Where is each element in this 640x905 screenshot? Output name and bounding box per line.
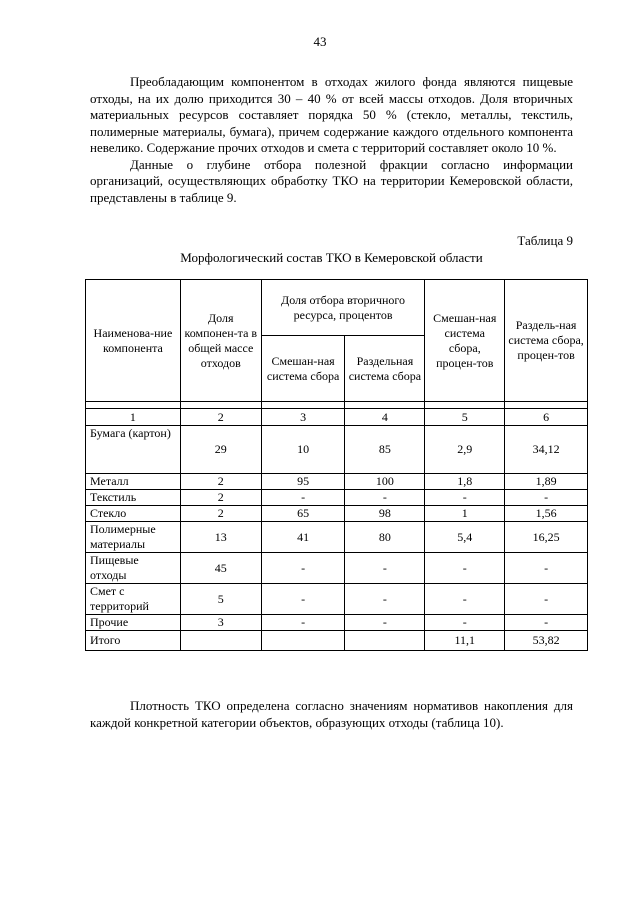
cell: 5,4: [425, 522, 505, 553]
column-number: 5: [425, 409, 505, 426]
row-name: Металл: [86, 474, 181, 490]
closing-text: [90, 698, 573, 731]
column-number: 2: [180, 409, 261, 426]
header-separate: Раздельная система сбора: [345, 336, 425, 402]
column-number: 3: [261, 409, 345, 426]
cell: 41: [261, 522, 345, 553]
cell: -: [425, 490, 505, 506]
cell: 13: [180, 522, 261, 553]
header-row: [86, 280, 588, 336]
cell: 1,8: [425, 474, 505, 490]
cell: 1,89: [505, 474, 588, 490]
column-number-row: [86, 409, 588, 426]
cell: 1: [425, 506, 505, 522]
cell: 2: [180, 506, 261, 522]
cell: -: [345, 490, 425, 506]
row-name: Итого: [86, 631, 181, 651]
cell: -: [261, 584, 345, 615]
row-name: Полимерные материалы: [86, 522, 181, 553]
cell: 5: [180, 584, 261, 615]
cell: -: [505, 553, 588, 584]
column-number: 4: [345, 409, 425, 426]
cell: 11,1: [425, 631, 505, 651]
row-name: Смет с территорий: [86, 584, 181, 615]
morphology-table: [85, 279, 588, 651]
header-separate-pct: Раздель-ная система сбора, процен-тов: [505, 280, 588, 402]
cell: -: [505, 584, 588, 615]
table-row: [86, 584, 588, 615]
row-name: Бумага (картон): [86, 426, 181, 474]
cell: [180, 631, 261, 651]
cell: -: [345, 553, 425, 584]
cell: 1,56: [505, 506, 588, 522]
header-mixed: Смешан-ная система сбора: [261, 336, 345, 402]
paragraph-density: Плотность ТКО определена согласно значениям нормативов накопления для каждой конкретной категории объектов, образующих отходы (таблица 10).: [90, 698, 573, 730]
cell: -: [345, 615, 425, 631]
header-mixed-pct: Смешан-ная система сбора, процен-тов: [425, 280, 505, 402]
table-row: [86, 506, 588, 522]
cell: 100: [345, 474, 425, 490]
table-title: Морфологический состав ТКО в Кемеровской области: [180, 250, 483, 265]
cell: -: [345, 584, 425, 615]
cell: 2: [180, 490, 261, 506]
cell: 3: [180, 615, 261, 631]
table-row: [86, 474, 588, 490]
cell: -: [505, 615, 588, 631]
cell: 34,12: [505, 426, 588, 474]
cell: -: [261, 553, 345, 584]
table-row: [86, 522, 588, 553]
cell: -: [505, 490, 588, 506]
header-name: Наименова-ние компонента: [86, 280, 181, 402]
cell: 95: [261, 474, 345, 490]
row-name: Прочие: [86, 615, 181, 631]
table-row: [86, 426, 588, 474]
page-number: 43: [313, 34, 327, 49]
cell: [261, 631, 345, 651]
cell: -: [425, 615, 505, 631]
header-gap-row: [86, 402, 588, 409]
table-row: [86, 615, 588, 631]
table-caption: Таблица 9: [517, 233, 573, 248]
total-row: [86, 631, 588, 651]
cell: 2: [180, 474, 261, 490]
cell: 98: [345, 506, 425, 522]
header-recovery-group: Доля отбора вторичного ресурса, процентов: [261, 280, 425, 336]
table-row: [86, 490, 588, 506]
cell: 29: [180, 426, 261, 474]
paragraph-waste-composition: Преобладающим компонентом в отходах жилого фонда являются пищевые отходы, на их долю приходится 30 – 40 % от всей массы отходов. Доля вторичных материальных ресурсов составляет порядка 50 % (стекло, металлы, текстиль, полимерные материалы, бумага), причем содержание каждого отдельного компонента невелико. Содержание прочих отходов и смета с территорий составляет около 10 %.: [90, 74, 573, 155]
cell: 80: [345, 522, 425, 553]
cell: -: [425, 584, 505, 615]
column-number: 1: [86, 409, 181, 426]
column-number: 6: [505, 409, 588, 426]
cell: 16,25: [505, 522, 588, 553]
cell: -: [261, 615, 345, 631]
paragraph-table-reference: Данные о глубине отбора полезной фракции согласно информации организаций, осуществляющих обработку ТКО на территории Кемеровской области, представлены в таблице 9.: [90, 156, 573, 205]
table-row: [86, 553, 588, 584]
row-name: Текстиль: [86, 490, 181, 506]
cell: 85: [345, 426, 425, 474]
cell: 10: [261, 426, 345, 474]
cell: 65: [261, 506, 345, 522]
cell: 45: [180, 553, 261, 584]
cell: 2,9: [425, 426, 505, 474]
cell: -: [425, 553, 505, 584]
row-name: Пищевые отходы: [86, 553, 181, 584]
cell: -: [261, 490, 345, 506]
intro-text: [90, 74, 573, 206]
cell: 53,82: [505, 631, 588, 651]
cell: [345, 631, 425, 651]
row-name: Стекло: [86, 506, 181, 522]
header-share: Доля компонен-та в общей массе отходов: [180, 280, 261, 402]
